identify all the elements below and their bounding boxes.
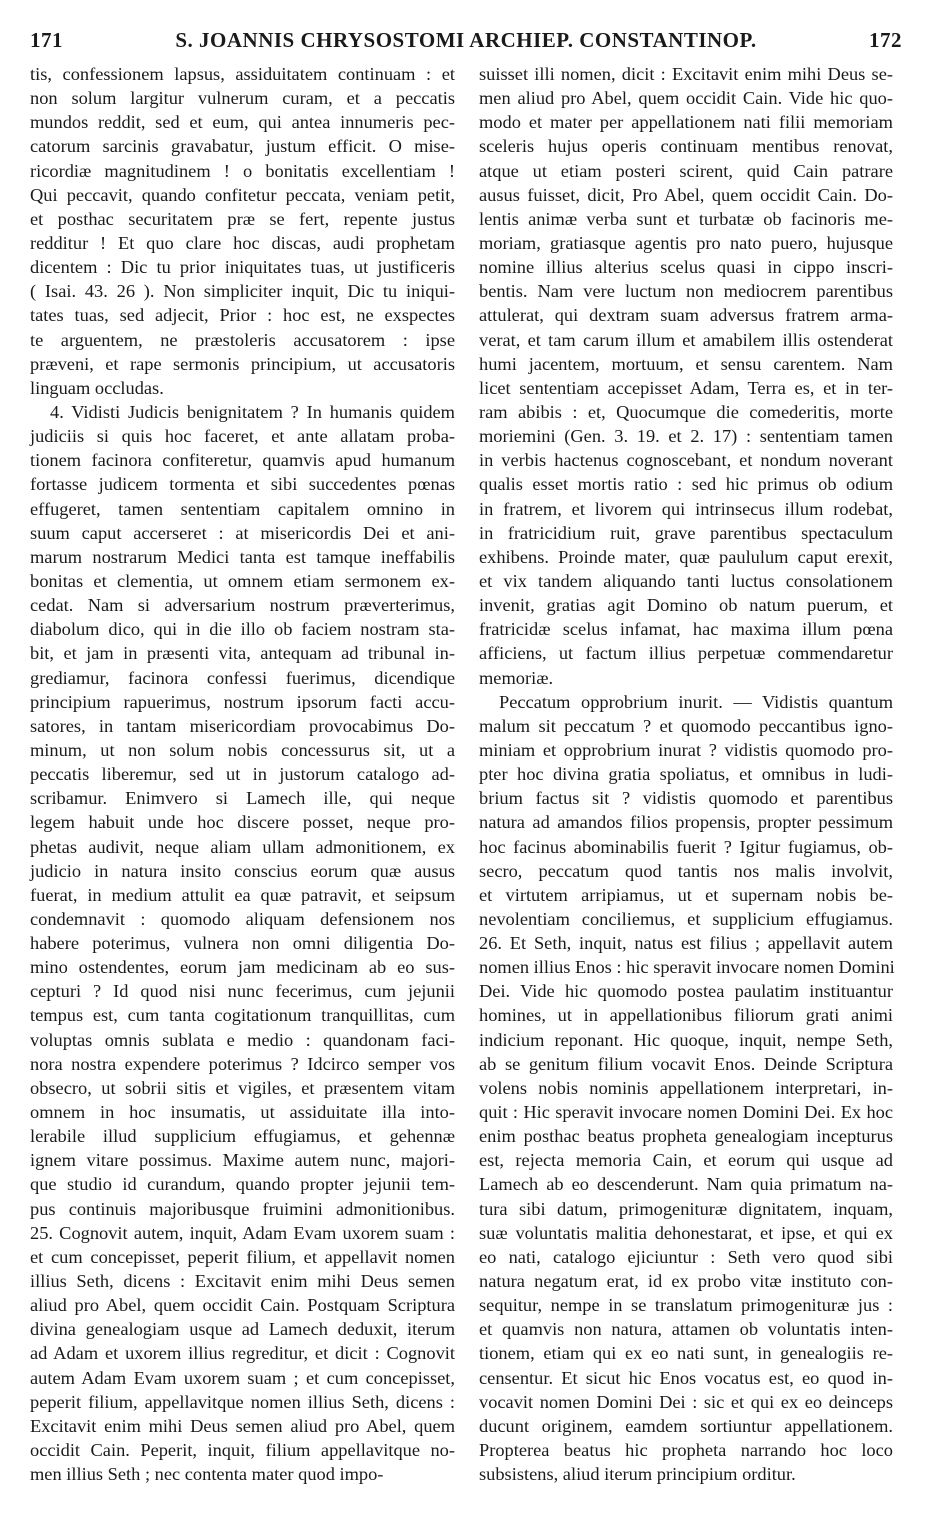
text-line: diabolum dico, qui in die illo ob faciem nostram sta- [30, 619, 455, 640]
text-line: miniam et opprobrium inurat ? vidistis quomodo pro- [479, 739, 893, 760]
text-line: 4. Vidisti Judicis benignitatem ? In humanis quidem [50, 401, 455, 422]
text-line: suisset illi nomen, dicit : Excitavit enim mihi Deus se- [479, 64, 893, 84]
text-line: censentur. Et sicut hic Enos vocatus est, eo quod in- [479, 1367, 893, 1388]
text-line: suæ voluntatis malitia dehonestarat, et ipse, et qui ex [479, 1222, 893, 1243]
text-line: ( Isai. 43. 26 ). Non simpliciter inquit, Dic tu iniqui- [30, 281, 455, 302]
text-line: enim posthac beatus propheta genealogiam incepturus [479, 1126, 893, 1147]
text-line: Lamech ab eo descenderunt. Nam quia primatum na- [479, 1174, 893, 1195]
text-line: satores, in tantam misericordiam provocabimus Do- [30, 715, 455, 736]
text-line: Excitavit enim mihi Deus semen aliud pro Abel, quem [30, 1415, 455, 1436]
text-line: te arguentem, ne præstoleris accusatorem : ipse [30, 329, 455, 350]
text-line: lerabile illud supplicium effugiamus, et gehennæ [30, 1126, 455, 1147]
text-line: atque ut etiam posteri scirent, quid Cain patrare [479, 160, 893, 181]
text-line: effugeret, tamen sententiam capitalem omnino in [30, 498, 455, 519]
text-line: mino ostendentes, eorum jam medicinam ab eo sus- [30, 957, 455, 978]
text-line: 26. Et Seth, inquit, natus est filius ; appellavit autem [479, 933, 893, 954]
text-line: subsistens, aliud iterum principium orditur. [479, 1464, 796, 1485]
text-line: tis, confessionem lapsus, assiduitatem continuam : et [30, 64, 455, 84]
text-line: in fratrem, et livorem qui intrinsecus illum rodebat, [479, 498, 893, 519]
text-line: qualis esset mortis ratio : sed hic primus ob odium [479, 474, 893, 495]
text-line: ad Adam et uxorem illius regreditur, et dicit : Cognovit [30, 1343, 455, 1364]
text-line: invenit, gratias agit Domino ob natum puerum, et [479, 595, 893, 616]
text-line: et quamvis non natura, attamen ob voluntatis inten- [479, 1319, 893, 1340]
text-line: tionem facinora confiteretur, quamvis apud humanum [30, 450, 455, 471]
text-line: sequitur, nempe in se translatum primogenituræ jus : [479, 1295, 893, 1316]
text-line: tates tuas, sed adjecit, Prior : hoc est, ne exspectes [30, 305, 455, 326]
text-line: occidit Cain. Peperit, inquit, filium appellavitque no- [30, 1440, 455, 1461]
text-line: pter hoc divina gratia spoliatus, et omnibus in ludi- [479, 764, 893, 785]
text-line: humi jacentem, mortuum, et sensu carentem. Nam [479, 353, 893, 374]
text-line: catorum sarcinis gravabatur, justum efficit. O mise- [30, 136, 455, 157]
text-line: homines, ut in appellationibus filiorum grati animi [479, 1005, 893, 1026]
text-line: modo et mater per appellationem nati filii memoriam [479, 112, 893, 133]
text-line: et vix tandem aliquando tanti luctus consolationem [479, 570, 893, 591]
text-line: peccatis liberemur, sed ut in justorum catalogo ad- [30, 764, 455, 785]
text-line: fortasse judicem tormenta et sibi succedentes pœnas [30, 474, 455, 495]
text-line: minum, ut non solum nobis concessurus sit, ut a [30, 739, 455, 760]
text-line: bit, et jam in præsenti vita, antequam ad tribunal in- [30, 643, 455, 664]
page-header [30, 28, 902, 60]
text-line: et cum concepisset, peperit filium, et appellavit nomen [30, 1246, 455, 1267]
text-line: Qui peccavit, quando confitetur peccata, veniam petit, [30, 184, 455, 205]
text-line: divina genealogiam usque ad Lamech deduxit, iterum [30, 1319, 455, 1340]
text-line: Peccatum opprobrium inurit. — Vidistis quantum [499, 691, 893, 712]
text-line: non solum largitur vulnerum curam, et a peccatis [30, 88, 455, 109]
text-line: secro, peccatum quod tantis nos malis involvit, [479, 860, 893, 881]
text-line: attulerat, qui dextram suam adversus fratrem arma- [479, 305, 893, 326]
text-line: sceleris hujus operis continuam mentibus renovat, [479, 136, 893, 157]
text-line: aliud pro Abel, quem occidit Cain. Postquam Scriptura [30, 1295, 455, 1316]
text-line: ricordiæ magnitudinem ! o bonitatis excellentiam ! [30, 160, 455, 181]
text-line: mundos reddit, sed et eum, qui antea innumeris pec- [30, 112, 455, 133]
text-line: ausus fuisset, dicit, Pro Abel, quem occidit Cain. Do- [479, 184, 893, 205]
text-line: indicium reponant. Hic quoque, inquit, nempe Seth, [479, 1029, 893, 1050]
text-line: redditur ! Et quo clare hoc discas, audi prophetam [30, 232, 455, 253]
text-line: fuerat, in medium attulit ea quæ patravit, et seipsum [30, 884, 455, 905]
text-line: bentis. Nam vere luctum non mediocrem parentibus [479, 281, 893, 302]
text-line: verat, et tam carum illum et amabilem illis ostenderat [479, 329, 893, 350]
text-line: hoc facinus abominabilis fuerit ? Igitur fugiamus, ob- [479, 836, 893, 857]
text-line: judicio in natura insito conscius eorum quæ ausus [30, 860, 455, 881]
text-line: tura sibi datum, primogenituræ dignitatem, inquam, [479, 1198, 893, 1219]
text-line: Dei. Vide hic quomodo postea paulatim instituantur [479, 981, 893, 1002]
text-line: moriam, gratiasque agentis pro nato puero, hujusque [479, 232, 893, 253]
text-line: exhibens. Proinde mater, quæ paululum caput erexit, [479, 546, 893, 567]
text-line: phetas audivit, neque aliam ullam admonitionem, ex [30, 836, 455, 857]
text-line: 25. Cognovit autem, inquit, Adam Evam uxorem suam : [30, 1222, 455, 1243]
text-line: judiciis si quis hoc faceret, et ante allatam proba- [30, 426, 455, 447]
right-text-column [479, 62, 893, 1486]
text-line: malum sit peccatum ? et quomodo peccantibus igno- [479, 715, 893, 736]
text-line: afficiens, ut factum illius perpetuæ commendaretur [479, 643, 893, 664]
text-line: et virtutem arripiamus, ut et supernam nobis be- [479, 884, 893, 905]
left-text-column [30, 62, 455, 1486]
text-line: dicentem : Dic tu prior iniquitates tuas, ut justificeris [30, 257, 455, 278]
text-line: in fratricidium ruit, grave parentibus spectaculum [479, 522, 893, 543]
text-line: tionem, etiam qui ex eo nati sunt, in genealogiis re- [479, 1343, 893, 1364]
text-line: est, rejecta memoria Cain, et eorum qui usque ad [479, 1150, 893, 1171]
text-line: natura negatum erat, id ex probo vitæ instituto con- [479, 1271, 893, 1292]
text-line: voluptas omnis sublata e medio : quandonam faci- [30, 1029, 455, 1050]
text-line: grediamur, facinora confessi fuerimus, dicendique [30, 667, 455, 688]
page-number-left: 171 [30, 28, 63, 52]
text-line: nevolentiam conciliemus, et supplicium effugiamus. [479, 908, 893, 929]
text-line: ducunt originem, eamdem sortiuntur appellationem. [479, 1415, 893, 1436]
text-line: lentis animæ verba sunt et turbatæ ob facinoris me- [479, 208, 893, 229]
text-line: nomine illius alterius scelus quasi in cippo inscri- [479, 257, 893, 278]
text-line: quit : Hic speravit invocare nomen Domini Dei. Ex hoc [479, 1102, 893, 1123]
text-line: eo nati, catalogo ejiciuntur : Seth vero quod sibi [479, 1246, 893, 1267]
text-line: linguam occludas. [30, 377, 164, 398]
text-line: nora nostra expendere poterimus ? Idcirco semper vos [30, 1053, 455, 1074]
text-line: obsecro, ut sobrii sitis et vigiles, et præsentem vitam [30, 1077, 455, 1098]
text-line: tempus est, cum tanta cogitationum tranquillitas, cum [30, 1005, 455, 1026]
page-number-right: 172 [869, 28, 902, 52]
text-line: cepturi ? Id quod nisi nunc fecerimus, cum jejunii [30, 981, 455, 1002]
text-line: natura ad amandos filios propensis, propter pessimum [479, 812, 893, 833]
text-line: men aliud pro Abel, quem occidit Cain. Vide hic quo- [479, 88, 893, 109]
text-line: præveni, et rape sermonis principium, ut accusatoris [30, 353, 455, 374]
text-line: memoriæ. [479, 667, 554, 688]
text-line: bonitas et clementia, ut omnem etiam sermonem ex- [30, 570, 455, 591]
text-line: men illius Seth ; nec contenta mater quod impo- [30, 1464, 384, 1485]
text-line: legem habuit unde hoc discere posset, neque pro- [30, 812, 455, 833]
text-line: illius Seth, dicens : Excitavit enim mihi Deus semen [30, 1271, 455, 1292]
text-line: suum caput accerseret : at misericordis Dei et ani- [30, 522, 455, 543]
text-line: vocavit nomen Domini Dei : sic et qui ex eo deinceps [479, 1391, 893, 1412]
text-line: ignem vitare possimus. Maxime autem nunc, majori- [30, 1150, 455, 1171]
running-title: S. JOANNIS CHRYSOSTOMI ARCHIEP. CONSTANTINOP. [175, 28, 757, 52]
text-line: in verbis hactenus cognoscebant, et nondum noverant [479, 450, 893, 471]
text-line: que studio id curandum, quando propter jejunii tem- [30, 1174, 455, 1195]
text-line: peperit filium, appellavitque nomen illius Seth, dicens : [30, 1391, 455, 1412]
text-line: pus continuis majoribusque fruimini admonitionibus. [30, 1198, 455, 1219]
text-line: brium factus sit ? vidistis quomodo et parentibus [479, 788, 893, 809]
text-line: licet sententiam accepisset Adam, Terra es, et in ter- [479, 377, 893, 398]
text-line: autem Adam Evam uxorem suam ; et cum concepisset, [30, 1367, 455, 1388]
text-line: fratricidæ scelus infamat, hac maxima illum pœna [479, 619, 893, 640]
text-line: condemnavit : quomodo aliquam defensionem nos [30, 908, 455, 929]
text-line: habere poterimus, vulnera non omni diligentia Do- [30, 933, 455, 954]
text-line: marum nostrarum Medici tanta est tamque ineffabilis [30, 546, 455, 567]
text-line: cedat. Nam si adversarium nostrum præverterimus, [30, 595, 455, 616]
text-line: ab se genitum filium vocavit Enos. Deinde Scriptura [479, 1053, 893, 1074]
text-line: ram abibis : et, Quocumque die comederitis, morte [479, 401, 893, 422]
text-line: moriemini (Gen. 3. 19. et 2. 17) : sententiam tamen [479, 426, 893, 447]
text-line: et posthac securitatem præ se fert, repente justus [30, 208, 455, 229]
text-line: scribamur. Enimvero si Lamech ille, qui neque [30, 788, 455, 809]
text-line: omnem in hoc insumatis, ut assiduitate illa into- [30, 1102, 455, 1123]
text-line: volens nobis nominis appellationem interpretari, in- [479, 1077, 893, 1098]
text-line: principium rapuerimus, nostrum ipsorum facti accu- [30, 691, 455, 712]
text-line: nomen illius Enos : hic speravit invocare nomen Domini [479, 957, 895, 978]
text-line: Propterea beatus hic propheta narrando hoc loco [479, 1440, 893, 1461]
